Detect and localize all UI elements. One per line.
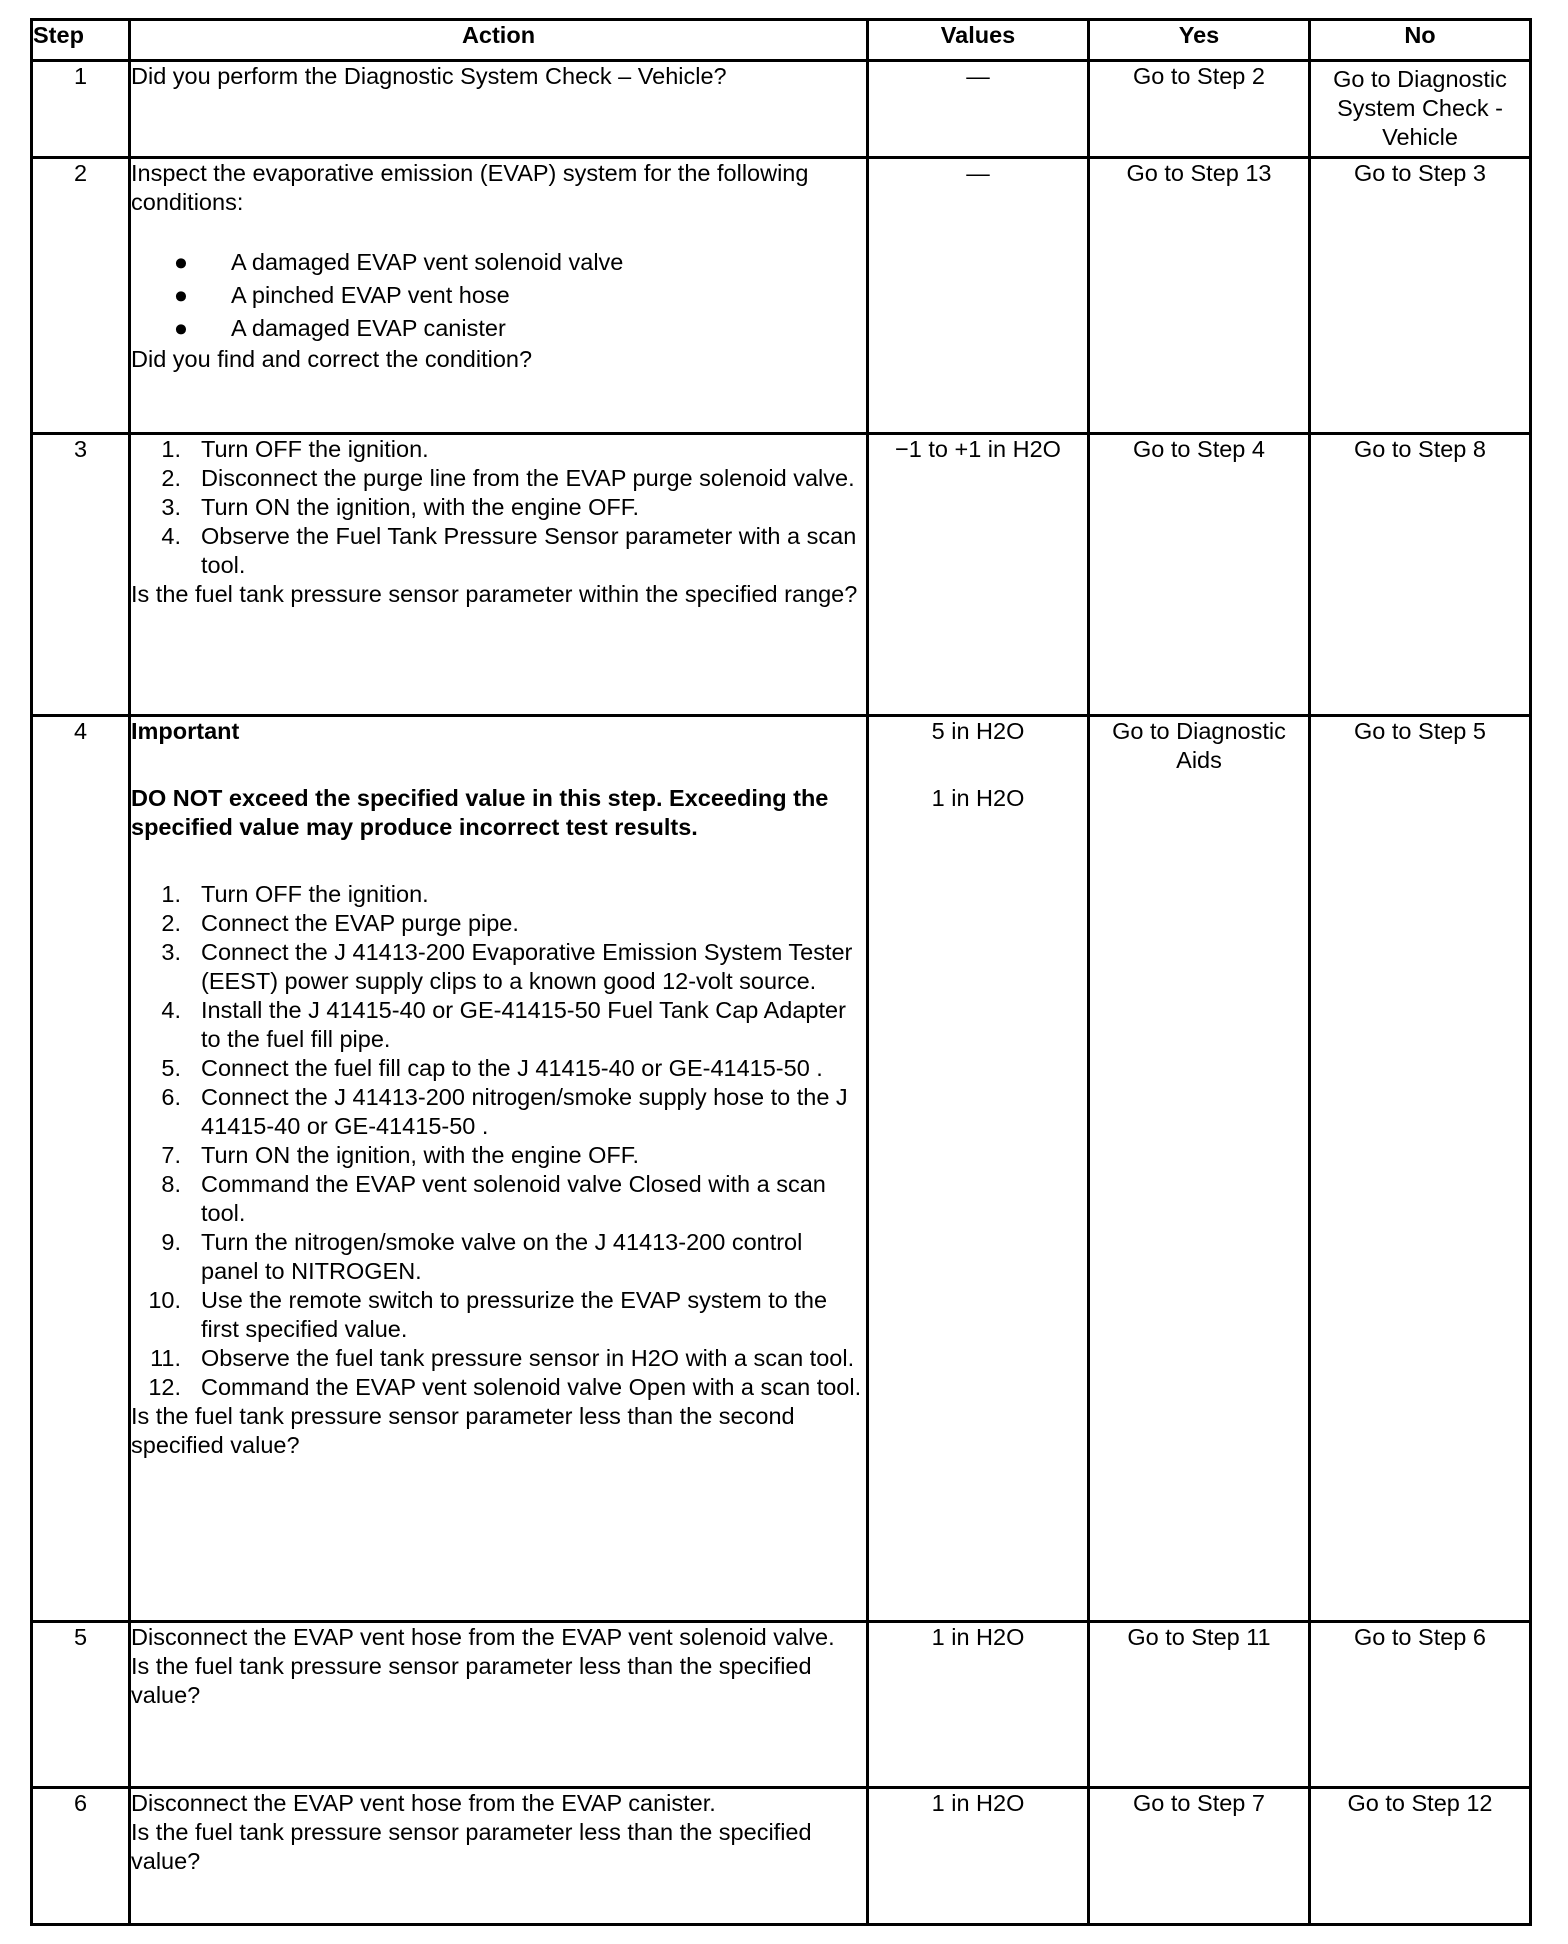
list-item: 11. Observe the fuel tank pressure sensor in H2O with a scan tool. — [150, 1345, 855, 1371]
no-link[interactable]: Go to Diagnostic System Check - Vehicle — [1333, 66, 1507, 150]
step-number: 2 — [32, 158, 130, 434]
list-item: 1. Turn OFF the ignition. — [161, 436, 429, 462]
header-step: Step — [32, 20, 130, 61]
value-cell: — — [868, 158, 1089, 434]
step-number: 1 — [32, 61, 130, 158]
action-cell — [130, 434, 868, 716]
no-cell — [1310, 1622, 1531, 1788]
value-cell: 1 in H2O — [868, 1788, 1089, 1925]
procedure-list — [131, 435, 866, 580]
yes-link[interactable]: Go to Diagnostic Aids — [1112, 718, 1286, 773]
header-values: Values — [868, 20, 1089, 61]
list-item: 3. Turn ON the ignition, with the engine OFF. — [161, 494, 640, 520]
step-number: 4 — [32, 716, 130, 1622]
no-link[interactable]: Go to Step 6 — [1354, 1624, 1486, 1650]
bullet-icon: ● — [173, 315, 189, 341]
yes-cell — [1089, 158, 1310, 434]
header-no: No — [1310, 20, 1531, 61]
list-item: ● A damaged EVAP canister — [131, 312, 866, 345]
important-label: Important — [131, 718, 240, 744]
list-item: 8. Command the EVAP vent solenoid valve Closed with a scan tool. — [161, 1171, 826, 1226]
yes-cell — [1089, 1622, 1310, 1788]
yes-link[interactable]: Go to Step 4 — [1133, 436, 1265, 462]
second-value: 1 in H2O — [931, 785, 1025, 811]
bullet-icon: ● — [173, 282, 189, 308]
first-value: 5 in H2O — [931, 718, 1025, 744]
value-cell: −1 to +1 in H2O — [868, 434, 1089, 716]
step-number: 6 — [32, 1788, 130, 1925]
table-row — [32, 1622, 1531, 1788]
list-item: 3. Connect the J 41413-200 Evaporative Emission System Tester (EEST) power supply clips to a known good 12-volt source. — [161, 939, 853, 994]
yes-link[interactable]: Go to Step 13 — [1126, 160, 1272, 186]
yes-cell — [1089, 434, 1310, 716]
list-item: 2. Connect the EVAP purge pipe. — [161, 910, 519, 936]
list-item: 9. Turn the nitrogen/smoke valve on the J 41413-200 control panel to NITROGEN. — [161, 1229, 803, 1284]
action-cell — [130, 1788, 868, 1925]
table-row — [32, 434, 1531, 716]
no-cell — [1310, 716, 1531, 1622]
action-cell — [130, 158, 868, 434]
no-cell — [1310, 61, 1531, 158]
table-row — [32, 61, 1531, 158]
yes-link[interactable]: Go to Step 2 — [1133, 63, 1265, 89]
no-link[interactable]: Go to Step 12 — [1347, 1790, 1493, 1816]
table-row — [32, 716, 1531, 1622]
header-yes: Yes — [1089, 20, 1310, 61]
no-cell — [1310, 1788, 1531, 1925]
action-cell: Did you perform the Diagnostic System Check – Vehicle? — [130, 61, 868, 158]
list-item: ● A pinched EVAP vent hose — [131, 279, 866, 312]
list-item: 12. Command the EVAP vent solenoid valve Open with a scan tool. — [148, 1374, 862, 1400]
action-text: Disconnect the EVAP vent hose from the EVAP canister. — [131, 1790, 716, 1816]
list-item: 10. Use the remote switch to pressurize the EVAP system to the first specified value. — [148, 1287, 828, 1342]
yes-link[interactable]: Go to Step 11 — [1127, 1624, 1271, 1650]
table-row — [32, 1788, 1531, 1925]
action-question: Did you find and correct the condition? — [131, 346, 533, 372]
list-item: 5. Connect the fuel fill cap to the J 41415-40 or GE-41415-50 . — [161, 1055, 823, 1081]
no-link[interactable]: Go to Step 3 — [1354, 160, 1486, 186]
list-item: 4. Install the J 41415-40 or GE-41415-50 Fuel Tank Cap Adapter to the fuel fill pipe. — [161, 997, 846, 1052]
action-intro: Inspect the evaporative emission (EVAP) system for the following conditions: — [131, 160, 809, 215]
action-cell — [130, 716, 868, 1622]
no-link[interactable]: Go to Step 8 — [1354, 436, 1486, 462]
diagnostic-table-container — [30, 18, 1529, 1926]
list-item: 2. Disconnect the purge line from the EVAP purge solenoid valve. — [161, 465, 855, 491]
list-item: 1. Turn OFF the ignition. — [161, 881, 429, 907]
step-number: 3 — [32, 434, 130, 716]
bullet-icon: ● — [173, 249, 189, 275]
action-text: Disconnect the EVAP vent hose from the EVAP vent solenoid valve. — [131, 1624, 835, 1650]
yes-cell — [1089, 61, 1310, 158]
list-item: 4. Observe the Fuel Tank Pressure Sensor parameter with a scan tool. — [161, 523, 857, 578]
value-cell: 1 in H2O — [868, 1622, 1089, 1788]
yes-link[interactable]: Go to Step 7 — [1133, 1790, 1265, 1816]
header-row — [32, 20, 1531, 61]
list-item: ● A damaged EVAP vent solenoid valve — [131, 246, 866, 279]
table-row — [32, 158, 1531, 434]
diagnostic-table — [30, 18, 1532, 1926]
important-text: DO NOT exceed the specified value in this step. Exceeding the specified value may produce incorrect test results. — [131, 785, 829, 840]
no-link[interactable]: Go to Step 5 — [1354, 718, 1486, 744]
condition-list — [131, 246, 866, 345]
action-question: Is the fuel tank pressure sensor parameter less than the second specified value? — [131, 1403, 795, 1458]
action-cell — [130, 1622, 868, 1788]
value-cell: — — [868, 61, 1089, 158]
list-item: 7. Turn ON the ignition, with the engine OFF. — [161, 1142, 640, 1168]
action-question: Is the fuel tank pressure sensor parameter less than the specified value? — [131, 1819, 812, 1874]
header-action: Action — [130, 20, 868, 61]
list-item: 6. Connect the J 41413-200 nitrogen/smoke supply hose to the J 41415-40 or GE-41415-50 . — [161, 1084, 848, 1139]
action-question: Is the fuel tank pressure sensor parameter less than the specified value? — [131, 1653, 812, 1708]
step-number: 5 — [32, 1622, 130, 1788]
value-cell — [868, 716, 1089, 1622]
action-question: Is the fuel tank pressure sensor parameter within the specified range? — [131, 581, 858, 607]
yes-cell — [1089, 1788, 1310, 1925]
yes-cell — [1089, 716, 1310, 1622]
procedure-list — [131, 880, 866, 1402]
no-cell — [1310, 158, 1531, 434]
no-cell — [1310, 434, 1531, 716]
